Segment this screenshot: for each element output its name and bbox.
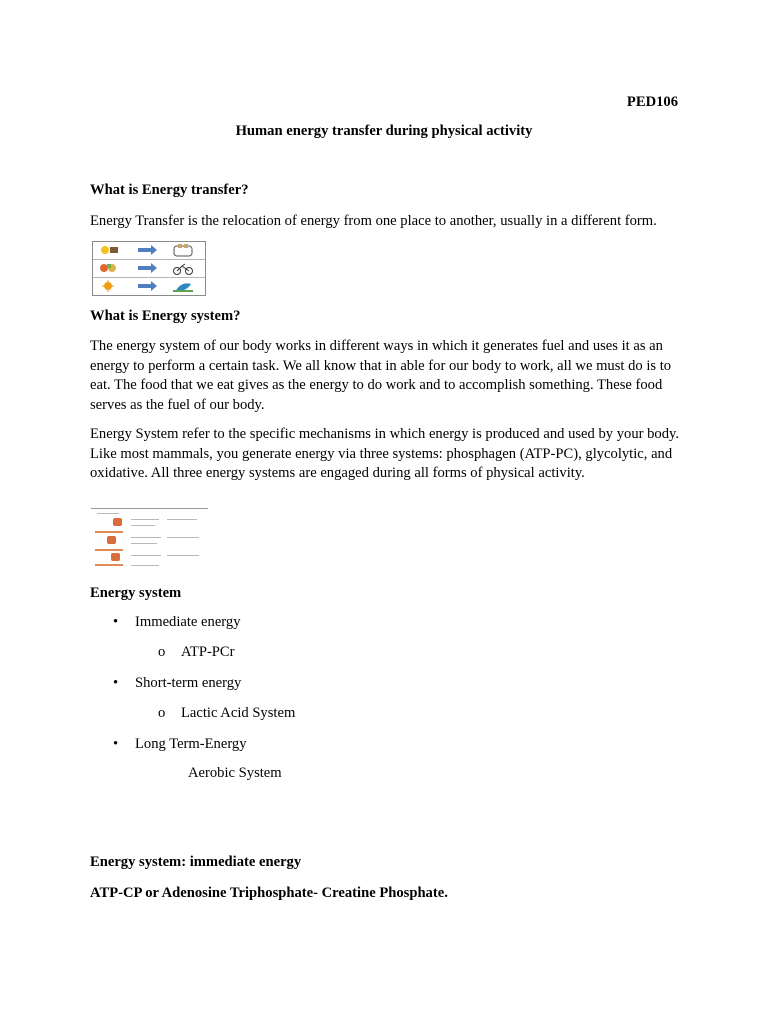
runner-icon: [107, 536, 116, 544]
heading-energy-transfer: What is Energy transfer?: [90, 182, 249, 198]
subheading-atp-cp: ATP-CP or Adenosine Triphosphate- Creatine Phosphate.: [90, 885, 448, 901]
sun-icon: [99, 280, 119, 292]
figure-row: [93, 278, 205, 295]
paragraph-energy-system-2: Energy System refer to the specific mechanisms in which energy is produced and used by your body. Like most mammals, you generate energy via three systems: phosphagen (ATP-PC), glycolytic, and oxidative. All three energy systems are engaged during all forms of physical activity.: [90, 426, 680, 481]
energy-transfer-figure: [92, 241, 206, 296]
arrow-icon: [138, 284, 152, 288]
sun-food-icon: [99, 244, 119, 256]
bullet-icon: •: [113, 736, 119, 752]
list-item: Short-term energy: [135, 675, 242, 691]
plant-icon: [171, 279, 195, 293]
bullet-icon: •: [113, 675, 119, 691]
heading-energy-system-list: Energy system: [90, 585, 182, 601]
heading-immediate-energy: Energy system: immediate energy: [90, 854, 302, 870]
sub-list-item: Lactic Acid System: [181, 705, 296, 721]
runner-icon: [111, 553, 120, 561]
sub-bullet-icon: o: [158, 644, 166, 660]
energy-systems-figure: [91, 508, 208, 570]
paragraph-energy-system-1: The energy system of our body works in different ways in which it generates fuel and uses it as an energy to perform a certain task. We all know that in able for our body to work, all we must do is to eat. The food that we eat gives as the energy to do work and to accomplish something. These food serves as the fuel of our body.: [90, 338, 672, 413]
paragraph-energy-transfer: Energy Transfer is the relocation of energy from one place to another, usually in a different form.: [90, 213, 657, 229]
document-title: Human energy transfer during physical activity: [235, 123, 533, 139]
food-plate-icon: [99, 262, 119, 274]
list-item: Immediate energy: [135, 614, 241, 630]
bullet-icon: •: [113, 614, 119, 630]
figure-row: [93, 260, 205, 278]
arrow-icon: [138, 266, 152, 270]
heading-energy-system: What is Energy system?: [90, 308, 241, 324]
cyclist-icon: [171, 261, 195, 275]
sub-list-item: ATP-PCr: [181, 644, 235, 660]
sub-list-item: Aerobic System: [188, 765, 282, 781]
course-code: PED106: [626, 94, 678, 110]
toaster-icon: [171, 243, 195, 257]
figure-row: [93, 242, 205, 260]
sub-bullet-icon: o: [158, 705, 166, 721]
runner-icon: [113, 518, 122, 526]
list-item: Long Term-Energy: [135, 736, 247, 752]
arrow-icon: [138, 248, 152, 252]
